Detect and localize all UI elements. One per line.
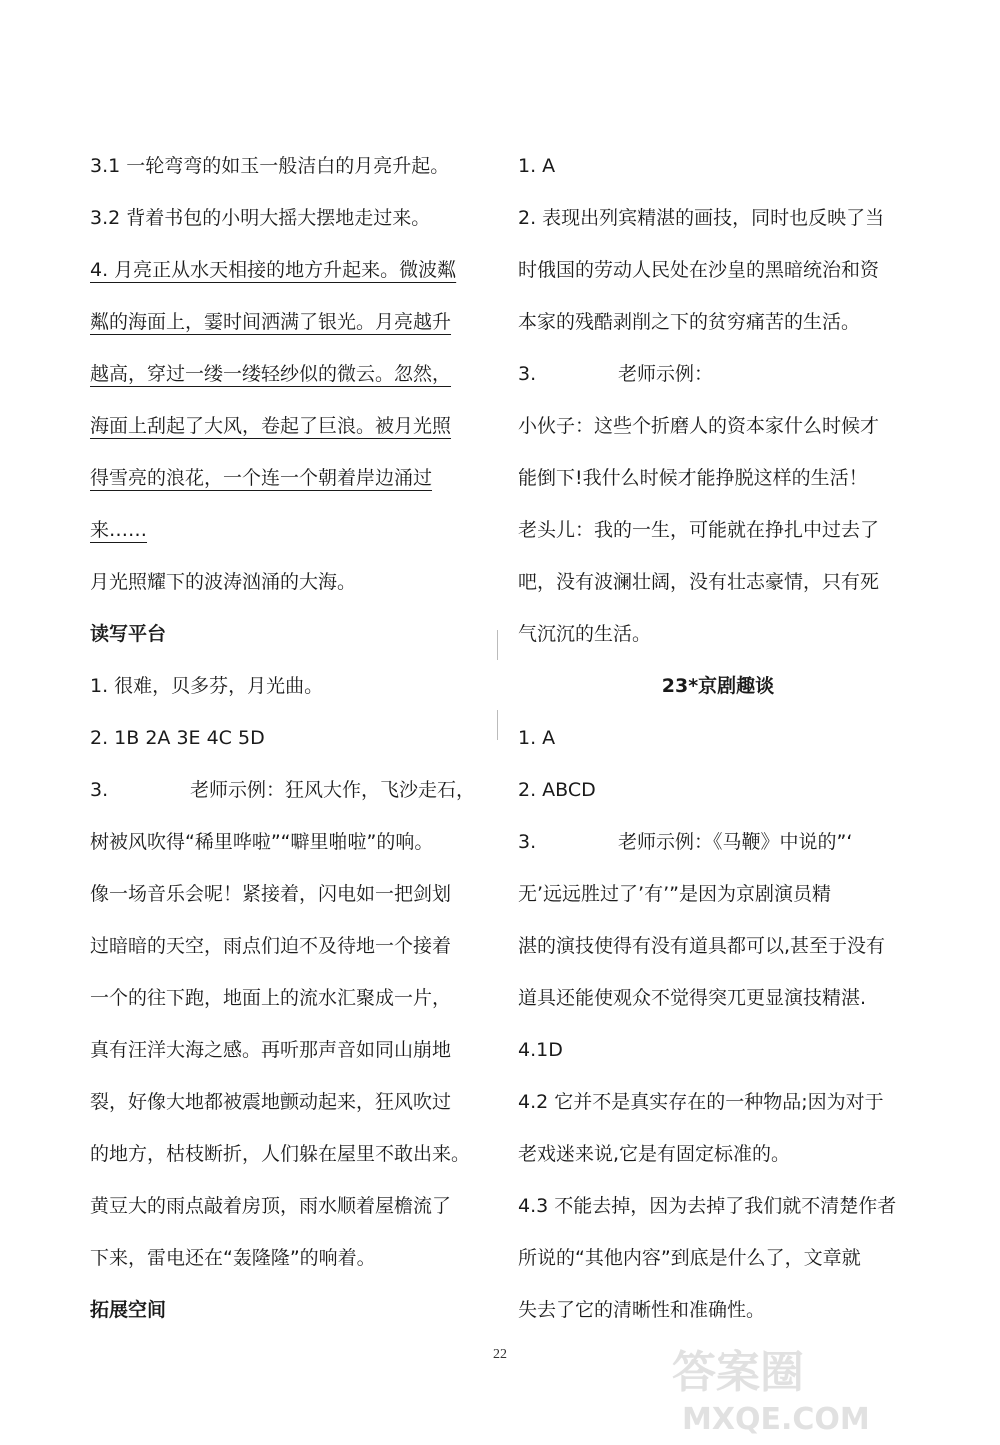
- line-text: 吧，没有波澜壮阔，没有壮志豪情，只有死: [518, 571, 880, 593]
- answer-line: [518, 296, 918, 348]
- answer-line: [518, 504, 918, 556]
- answer-line: [518, 764, 918, 816]
- line-text: 2. 1B 2A 3E 4C 5D: [90, 727, 265, 749]
- answer-line: [90, 868, 490, 920]
- line-text: 老师示例：《马鞭》中说的”‘: [618, 831, 853, 853]
- line-text: 老师示例：: [618, 363, 714, 385]
- watermark-logo: [642, 1345, 972, 1435]
- line-text: 过暗暗的天空，雨点们迫不及待地一个接着: [90, 935, 452, 957]
- line-text: 2. ABCD: [518, 779, 596, 801]
- answer-line: [90, 1128, 490, 1180]
- answer-line: [90, 244, 490, 296]
- item-number: 3.: [518, 831, 537, 853]
- answer-line: [518, 920, 918, 972]
- page-number: 22: [493, 1347, 507, 1362]
- line-text: 4.3 不能去掉，因为去掉了我们就不清楚作者: [518, 1195, 897, 1217]
- line-text: 来……: [90, 519, 148, 541]
- answer-line: [518, 348, 918, 400]
- answer-line: [90, 1024, 490, 1076]
- line-text: 3.2 背着书包的小明大摇大摆地走过来。: [90, 207, 431, 229]
- answer-line: [90, 348, 490, 400]
- item-number: 3.: [518, 363, 537, 385]
- column-divider: [497, 630, 498, 660]
- answer-line: [90, 712, 490, 764]
- line-text: 拓展空间: [90, 1299, 167, 1321]
- line-text: 无’远远胜过了’有’”是因为京剧演员精: [518, 883, 831, 905]
- line-text: 读写平台: [90, 623, 167, 645]
- line-text: 所说的“其他内容”到底是什么了，文章就: [518, 1247, 861, 1269]
- answer-line: [518, 556, 918, 608]
- line-text: 1. A: [518, 155, 556, 177]
- line-text: 月光照耀下的波涛汹涌的大海。: [90, 571, 357, 593]
- answer-line: [518, 192, 918, 244]
- line-text: 黄豆大的雨点敲着房顶，雨水顺着屋檐流了: [90, 1195, 452, 1217]
- line-text: 的地方，枯枝断折，人们躲在屋里不敢出来。: [90, 1143, 471, 1165]
- right-column: [518, 140, 918, 1336]
- answer-line: [518, 868, 918, 920]
- answer-line: [90, 1180, 490, 1232]
- item-number: 3.: [90, 779, 109, 801]
- answer-line: [90, 296, 490, 348]
- line-text: 得雪亮的浪花，一个连一个朝着岸边涌过: [90, 467, 433, 489]
- answer-line: [90, 816, 490, 868]
- answer-line: [518, 1076, 918, 1128]
- line-text: 23*京剧趣谈: [661, 675, 775, 697]
- line-text: 像一场音乐会呢！紧接着，闪电如一把剑划: [90, 883, 452, 905]
- line-text: 裂，好像大地都被震地颤动起来，狂风吹过: [90, 1091, 452, 1113]
- line-text: 老头儿：我的一生，可能就在挣扎中过去了: [518, 519, 880, 541]
- line-text: 气沉沉的生活。: [518, 623, 652, 645]
- answer-line: [90, 1076, 490, 1128]
- answer-line: [518, 452, 918, 504]
- answer-line: [518, 1024, 918, 1076]
- left-column: [90, 140, 490, 1336]
- line-text: 1. 很难，贝多芬，月光曲。: [90, 675, 324, 697]
- line-text: 4. 月亮正从水天相接的地方升起来。微波粼: [90, 259, 457, 281]
- answer-line: [518, 140, 918, 192]
- answer-line: [90, 764, 490, 816]
- answer-line: [90, 556, 490, 608]
- line-text: 老师示例：狂风大作，飞沙走石，: [190, 779, 476, 801]
- line-text: 时俄国的劳动人民处在沙皇的黑暗统治和资: [518, 259, 880, 281]
- line-text: 树被风吹得“稀里哗啦”“噼里啪啦”的响。: [90, 831, 434, 853]
- watermark-title: 答案圈: [672, 1347, 804, 1398]
- line-text: 越高，穿过一缕一缕轻纱似的微云。忽然，: [90, 363, 452, 385]
- answer-line: [90, 452, 490, 504]
- line-text: 湛的演技使得有没有道具都可以,甚至于没有: [518, 935, 886, 957]
- line-text: 下来，雷电还在“轰隆隆”的响着。: [90, 1247, 376, 1269]
- answer-line: [90, 972, 490, 1024]
- answer-line: [90, 920, 490, 972]
- answer-line: [518, 1284, 918, 1336]
- answer-line: [518, 972, 918, 1024]
- line-text: 老戏迷来说,它是有固定标准的。: [518, 1143, 791, 1165]
- line-text: 3.1 一轮弯弯的如玉一般洁白的月亮升起。: [90, 155, 450, 177]
- answer-line: [518, 1232, 918, 1284]
- line-text: 能倒下!我什么时候才能挣脱这样的生活！: [518, 467, 868, 489]
- line-text: 海面上刮起了大风，卷起了巨浪。被月光照: [90, 415, 452, 437]
- answer-line: [518, 1128, 918, 1180]
- line-text: 2. 表现出列宾精湛的画技，同时也反映了当: [518, 207, 885, 229]
- line-text: 4.2 它并不是真实存在的一种物品;因为对于: [518, 1091, 884, 1113]
- answer-line: [518, 608, 918, 660]
- line-text: 4.1D: [518, 1039, 563, 1061]
- answer-line: [518, 1180, 918, 1232]
- answer-line: [90, 504, 490, 556]
- line-text: 粼的海面上，霎时间洒满了银光。月亮越升: [90, 311, 452, 333]
- section-heading: [518, 660, 918, 712]
- line-text: 本家的残酷剥削之下的贫穷痛苦的生活。: [518, 311, 861, 333]
- answer-line: [518, 400, 918, 452]
- answer-line: [518, 244, 918, 296]
- line-text: 一个的往下跑，地面上的流水汇聚成一片，: [90, 987, 452, 1009]
- section-heading: [90, 1284, 490, 1336]
- answer-line: [90, 660, 490, 712]
- answer-line: [518, 816, 918, 868]
- answer-line: [90, 1232, 490, 1284]
- answer-line: [90, 140, 490, 192]
- answer-line: [90, 400, 490, 452]
- line-text: 真有汪洋大海之感。再听那声音如同山崩地: [90, 1039, 452, 1061]
- section-heading: [90, 608, 490, 660]
- line-text: 道具还能使观众不觉得突兀更显演技精湛.: [518, 987, 867, 1009]
- line-text: 1. A: [518, 727, 556, 749]
- line-text: 小伙子：这些个折磨人的资本家什么时候才: [518, 415, 880, 437]
- answer-line: [518, 712, 918, 764]
- column-divider: [497, 710, 498, 740]
- answer-line: [90, 192, 490, 244]
- line-text: 失去了它的清晰性和准确性。: [518, 1299, 766, 1321]
- watermark-url: MXQE.COM: [682, 1402, 870, 1435]
